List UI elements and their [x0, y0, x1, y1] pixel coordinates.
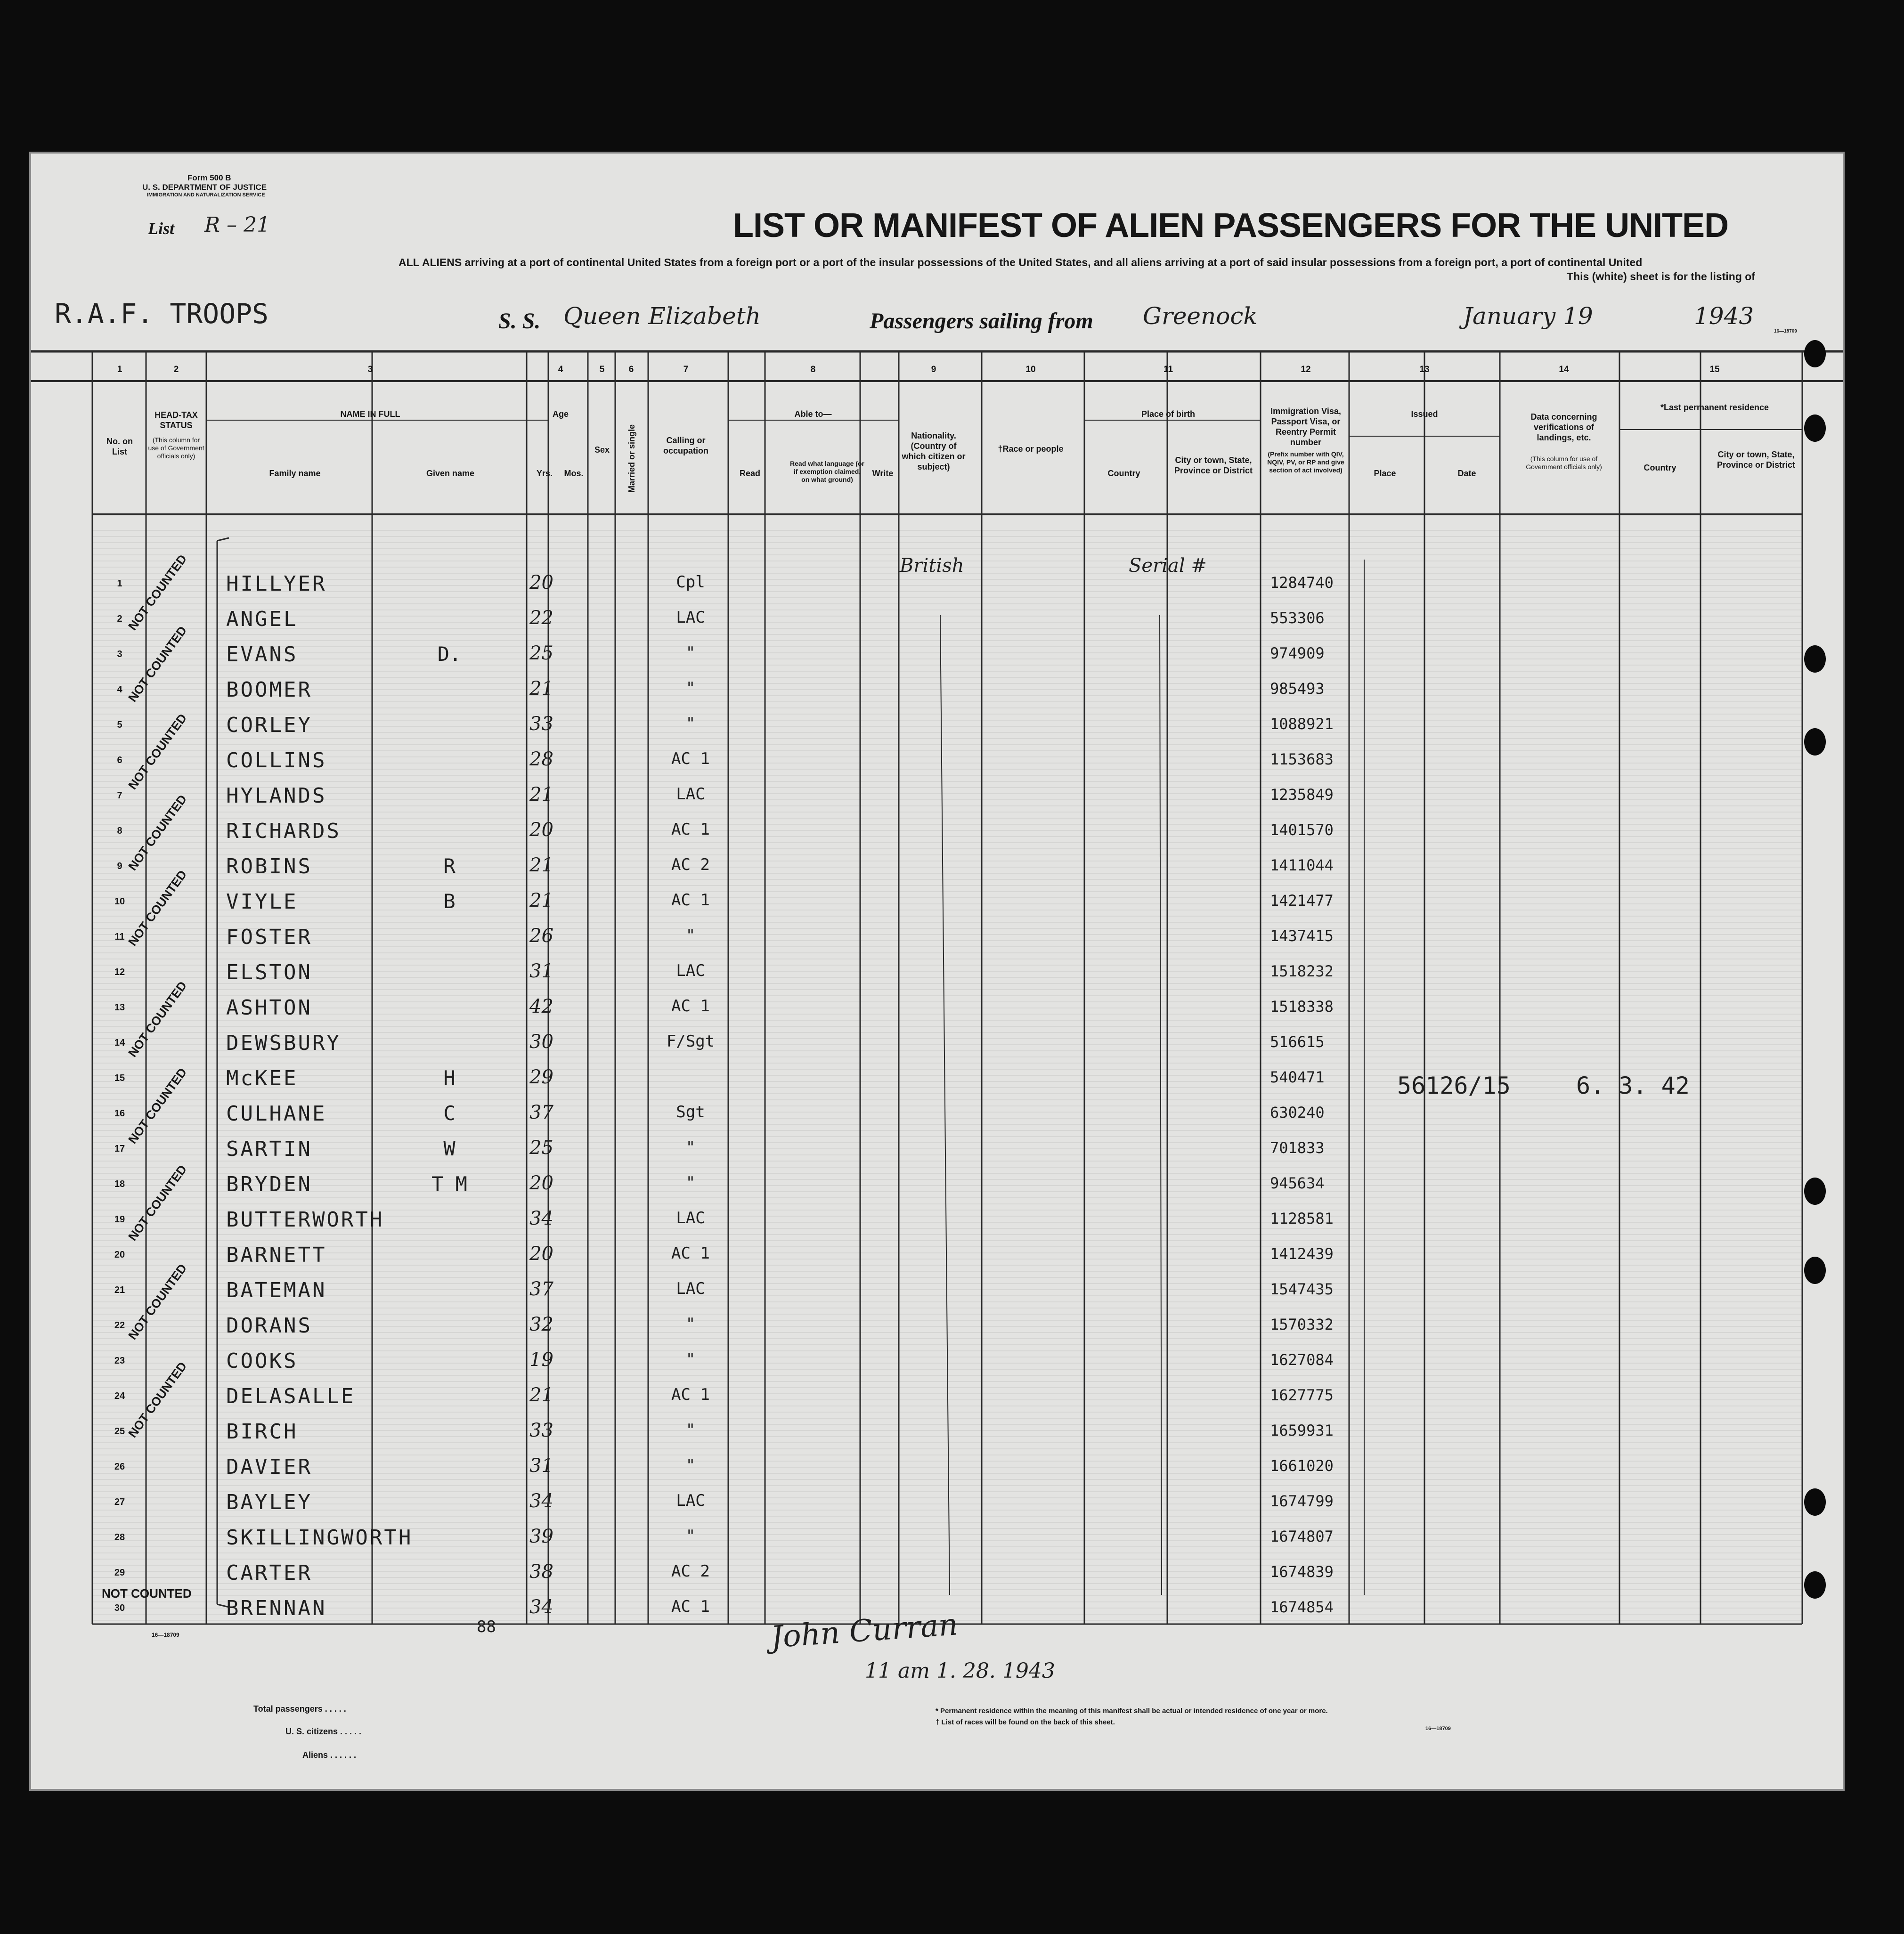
header-place-of-birth: Place of birth	[1141, 409, 1196, 419]
row-given-name: T M	[431, 1172, 467, 1195]
row-number: 19	[114, 1214, 125, 1225]
header-issued: Issued	[1411, 409, 1438, 419]
row-family-name: BAYLEY	[226, 1490, 312, 1514]
not-counted-stamp: NOT COUNTED	[125, 792, 190, 873]
header-no-on-list: No. on List	[106, 437, 133, 456]
row-occupation: AC 1	[671, 820, 710, 839]
row-occupation: "	[685, 1421, 696, 1439]
col-num-8: 8	[810, 365, 816, 374]
service-name: IMMIGRATION AND NATURALIZATION SERVICE	[147, 192, 265, 198]
header-visa-note: (Prefix number with QIV, NQIV, PV, or RP and give section of act involved)	[1267, 450, 1344, 474]
print-code-top: 16—18709	[1774, 329, 1797, 334]
row-visa-number: 701833	[1270, 1139, 1325, 1157]
row-age: 33	[529, 713, 553, 735]
row-family-name: HILLYER	[226, 572, 327, 596]
header-write: Write	[872, 469, 894, 478]
row-family-name: DORANS	[226, 1314, 312, 1338]
col-num-4: 4	[558, 365, 563, 374]
manifest-subtitle-2: This (white) sheet is for the listing of	[1567, 270, 1755, 283]
row-number: 2	[117, 614, 122, 624]
row-visa-number: 1674799	[1270, 1492, 1334, 1510]
row-age: 21	[529, 854, 553, 876]
row-family-name: HYLANDS	[226, 784, 327, 808]
row-visa-number: 1411044	[1270, 856, 1334, 874]
row-number: 17	[114, 1144, 125, 1154]
row-number: 13	[114, 1002, 125, 1013]
row-age: 20	[529, 819, 553, 841]
row-number: 28	[114, 1532, 125, 1543]
row-number: 30	[114, 1603, 125, 1613]
row-age: 32	[529, 1314, 553, 1335]
total-88: 88	[477, 1617, 496, 1636]
row-visa-number: 630240	[1270, 1104, 1325, 1121]
row-visa-number: 516615	[1270, 1033, 1325, 1051]
row-occupation: AC 1	[671, 1597, 710, 1616]
header-last-residence: *Last permanent residence	[1660, 403, 1769, 412]
not-counted-stamp: NOT COUNTED	[125, 711, 190, 792]
departure-year: 1943	[1694, 302, 1754, 330]
row-number: 4	[117, 684, 122, 695]
col-num-15: 15	[1709, 365, 1720, 374]
footer-total-passengers: Total passengers . . . . .	[253, 1704, 346, 1714]
header-race: †Race or people	[998, 444, 1064, 454]
row-age: 25	[529, 1137, 553, 1159]
col-num-3: 3	[367, 365, 373, 374]
row-visa-number: 1153683	[1270, 750, 1334, 768]
row-family-name: DAVIER	[226, 1455, 312, 1479]
row-family-name: CORLEY	[226, 713, 312, 737]
row-number: 9	[117, 861, 122, 871]
row-occupation: LAC	[676, 1209, 705, 1227]
manifest-sheet	[29, 152, 1845, 1791]
row-family-name: ANGEL	[226, 607, 298, 631]
row-occupation: AC 2	[671, 855, 710, 874]
row-occupation: LAC	[676, 1491, 705, 1510]
row-number: 20	[114, 1250, 125, 1260]
row-family-name: FOSTER	[226, 925, 312, 949]
row-visa-number: 553306	[1270, 609, 1325, 627]
header-head-tax: HEAD-TAX STATUS	[155, 410, 198, 430]
not-counted-stamp: NOT COUNTED	[125, 552, 190, 633]
row-number: 11	[114, 932, 125, 942]
row-visa-number: 945634	[1270, 1174, 1325, 1192]
row-number: 27	[114, 1497, 125, 1507]
row-occupation: AC 1	[671, 997, 710, 1016]
row-occupation: AC 2	[671, 1562, 710, 1581]
row-age: 20	[529, 1243, 553, 1265]
not-counted-stamp: NOT COUNTED	[125, 1162, 190, 1243]
row-family-name: DEWSBURY	[226, 1031, 341, 1055]
row-given-name: R	[443, 854, 456, 878]
row-occupation: LAC	[676, 961, 705, 980]
sailing-label: Passengers sailing from	[870, 309, 1093, 333]
row-given-name: W	[443, 1137, 456, 1160]
row-age: 30	[529, 1031, 553, 1053]
row-number: 10	[114, 896, 125, 907]
row-number: 29	[114, 1568, 125, 1578]
row-number: 3	[117, 649, 122, 659]
row-given-name: C	[443, 1102, 456, 1125]
row-visa-number: 1547435	[1270, 1280, 1334, 1298]
header-name-in-full: NAME IN FULL	[340, 409, 400, 419]
row-number: 14	[114, 1038, 125, 1048]
issued-date-value: 6. 3. 42	[1576, 1072, 1690, 1099]
row-age: 29	[529, 1066, 553, 1088]
signing-time-note: 11 am 1. 28. 1943	[865, 1659, 1055, 1683]
row-visa-number: 540471	[1270, 1068, 1325, 1086]
row-family-name: BRYDEN	[226, 1172, 312, 1196]
row-age: 21	[529, 784, 553, 805]
row-family-name: BUTTERWORTH	[226, 1208, 384, 1232]
row-occupation: AC 1	[671, 1385, 710, 1404]
row-number: 7	[117, 790, 122, 801]
row-number: 16	[114, 1108, 125, 1119]
row-number: 21	[114, 1285, 125, 1295]
row-age: 31	[529, 1455, 553, 1477]
row-occupation: "	[685, 1173, 696, 1192]
header-issued-date: Date	[1457, 469, 1476, 478]
col-num-7: 7	[683, 365, 689, 374]
header-given-name: Given name	[426, 469, 475, 478]
header-yrs: Yrs.	[536, 469, 553, 478]
row-occupation: "	[685, 643, 696, 662]
binder-hole	[1804, 414, 1826, 442]
departure-port: Greenock	[1143, 302, 1258, 330]
binder-hole	[1804, 1178, 1826, 1205]
row-visa-number: 1674839	[1270, 1563, 1334, 1581]
row-age: 26	[529, 925, 553, 947]
header-mos: Mos.	[564, 469, 584, 478]
row-age: 31	[529, 960, 553, 982]
row-age: 25	[529, 642, 553, 664]
row-occupation: AC 1	[671, 1244, 710, 1263]
row-occupation: F/Sgt	[666, 1032, 715, 1051]
footer-note-permanent: * Permanent residence within the meaning of this manifest shall be actual or intended residence of one year or more.	[936, 1707, 1328, 1715]
row-occupation: "	[685, 926, 696, 945]
col-num-14: 14	[1559, 365, 1569, 374]
row-age: 38	[529, 1561, 553, 1583]
binder-hole	[1804, 1257, 1826, 1284]
header-data-concerning: Data concerning verifications of landings, etc.	[1530, 412, 1597, 442]
row-occupation: "	[685, 1456, 696, 1475]
list-value: R – 21	[204, 213, 270, 237]
row-occupation: AC 1	[671, 749, 710, 768]
row-visa-number: 1674854	[1270, 1598, 1334, 1616]
col-num-13: 13	[1419, 365, 1430, 374]
row-visa-number: 1235849	[1270, 786, 1334, 804]
header-visa: Immigration Visa, Passport Visa, or Reentry Permit number	[1270, 406, 1341, 447]
row-family-name: COLLINS	[226, 748, 327, 772]
header-head-tax-note: (This column for use of Government officials only)	[148, 436, 204, 460]
row-family-name: ROBINS	[226, 854, 312, 878]
header-data-note: (This column for use of Government officials only)	[1526, 455, 1602, 471]
row-occupation: Sgt	[676, 1103, 705, 1121]
row-age: 20	[529, 572, 553, 593]
row-visa-number: 1674807	[1270, 1528, 1334, 1545]
row-family-name: BIRCH	[226, 1420, 298, 1444]
troops-note: R.A.F. TROOPS	[55, 298, 269, 330]
row-visa-number: 1401570	[1270, 821, 1334, 839]
col-num-10: 10	[1025, 365, 1036, 374]
row-family-name: BRENNAN	[226, 1596, 327, 1620]
row-age: 21	[529, 1384, 553, 1406]
row-number: 6	[117, 755, 122, 765]
not-counted-stamp: NOT COUNTED	[125, 867, 190, 949]
department-name: U. S. DEPARTMENT OF JUSTICE	[142, 183, 267, 192]
row-occupation: Cpl	[676, 573, 705, 592]
row-occupation: "	[685, 714, 696, 733]
row-family-name: SKILLINGWORTH	[226, 1526, 413, 1550]
row-age: 42	[529, 996, 553, 1017]
col-num-6: 6	[628, 365, 634, 374]
row-age: 37	[529, 1102, 553, 1123]
header-married: Married or single	[627, 424, 636, 493]
row-visa-number: 1412439	[1270, 1245, 1334, 1263]
binder-hole	[1804, 1488, 1826, 1516]
header-issued-place: Place	[1374, 469, 1396, 478]
row-family-name: CULHANE	[226, 1102, 327, 1126]
row-number: 8	[117, 826, 122, 836]
row-age: 20	[529, 1172, 553, 1194]
birth-serial-note: Serial #	[1129, 555, 1207, 577]
row-visa-number: 1570332	[1270, 1316, 1334, 1333]
row-age: 21	[529, 678, 553, 699]
officer-signature: John Curran	[769, 1607, 959, 1655]
row-family-name: BOOMER	[226, 678, 312, 702]
row-family-name: ELSTON	[226, 960, 312, 984]
row-number: 25	[114, 1426, 125, 1437]
header-family-name: Family name	[269, 469, 321, 478]
row-family-name: CARTER	[226, 1561, 312, 1585]
row-age: 33	[529, 1420, 553, 1441]
row-given-name: B	[443, 890, 456, 913]
row-number: 1	[117, 578, 122, 589]
header-calling: Calling or occupation	[663, 436, 708, 455]
row-occupation: LAC	[676, 608, 705, 627]
row-age: 34	[529, 1490, 553, 1512]
row-given-name: D.	[437, 642, 462, 666]
row-number: 5	[117, 720, 122, 730]
not-counted-stamp: NOT COUNTED	[125, 1359, 190, 1440]
header-birth-country: Country	[1107, 469, 1140, 478]
row-visa-number: 974909	[1270, 644, 1325, 662]
col-num-11: 11	[1163, 365, 1173, 374]
row-visa-number: 1661020	[1270, 1457, 1334, 1475]
departure-date: January 19	[1463, 302, 1593, 330]
row-family-name: SARTIN	[226, 1137, 312, 1161]
row-visa-number: 1518338	[1270, 998, 1334, 1016]
row-visa-number: 1518232	[1270, 962, 1334, 980]
ss-label: S. S.	[498, 309, 541, 333]
row-occupation: "	[685, 1350, 696, 1369]
binder-hole	[1804, 645, 1826, 673]
row-age: 34	[529, 1208, 553, 1229]
row-family-name: BARNETT	[226, 1243, 327, 1267]
row-number: 23	[114, 1356, 125, 1366]
row-occupation: LAC	[676, 1279, 705, 1298]
not-counted-stamp: NOT COUNTED	[125, 1065, 190, 1146]
row-family-name: RICHARDS	[226, 819, 341, 843]
row-number: 12	[114, 967, 125, 977]
row-age: 37	[529, 1278, 553, 1300]
header-sex: Sex	[594, 445, 610, 455]
row-age: 19	[529, 1349, 553, 1371]
header-residence-city: City or town, State, Province or District	[1717, 450, 1796, 470]
footer-note-races: † List of races will be found on the back of this sheet.	[936, 1718, 1115, 1726]
header-read-what: Read what language (or if exemption claimed, on what ground)	[790, 460, 864, 483]
row-family-name: ASHTON	[226, 996, 312, 1020]
row-visa-number: 1627084	[1270, 1351, 1334, 1369]
not-counted-stamp: NOT COUNTED	[125, 978, 190, 1060]
col-num-1: 1	[117, 365, 122, 374]
header-able-to: Able to—	[794, 409, 832, 419]
row-family-name: McKEE	[226, 1066, 298, 1090]
row-family-name: EVANS	[226, 642, 298, 666]
footer-aliens: Aliens . . . . . .	[302, 1750, 357, 1760]
header-nationality: Nationality. (Country of which citizen or subject)	[902, 431, 966, 471]
row-number: 26	[114, 1462, 125, 1472]
row-age: 39	[529, 1526, 553, 1547]
col-num-5: 5	[599, 365, 605, 374]
us-citizens-label: U. S. citizens	[285, 1727, 338, 1736]
col-num-12: 12	[1301, 365, 1311, 374]
aliens-label: Aliens	[302, 1750, 328, 1760]
row-visa-number: 1627775	[1270, 1386, 1334, 1404]
header-age: Age	[552, 409, 569, 419]
row-visa-number: 985493	[1270, 680, 1325, 698]
row-occupation: "	[685, 1315, 696, 1333]
row-occupation: "	[685, 1138, 696, 1157]
header-read: Read	[739, 469, 761, 478]
binder-hole	[1804, 728, 1826, 756]
row-occupation: "	[685, 1527, 696, 1545]
manifest-title: LIST OR MANIFEST OF ALIEN PASSENGERS FOR THE UNITED	[733, 207, 1729, 244]
list-label: List	[148, 219, 175, 238]
total-passengers-label: Total passengers	[253, 1704, 323, 1714]
issued-place-value: 56126/15	[1397, 1072, 1511, 1099]
not-counted-stamp: NOT COUNTED	[125, 623, 190, 705]
row-family-name: DELASALLE	[226, 1384, 356, 1408]
row-number: 18	[114, 1179, 125, 1189]
row-visa-number: 1088921	[1270, 715, 1334, 733]
not-counted-stamp: NOT COUNTED	[102, 1586, 192, 1601]
row-visa-number: 1437415	[1270, 927, 1334, 945]
row-family-name: COOKS	[226, 1349, 298, 1373]
header-birth-city: City or town, State, Province or District	[1174, 455, 1253, 475]
row-visa-number: 1128581	[1270, 1210, 1334, 1227]
row-age: 34	[529, 1596, 553, 1618]
row-age: 22	[529, 607, 553, 629]
col-num-9: 9	[931, 365, 936, 374]
row-number: 15	[114, 1073, 125, 1083]
row-number: 22	[114, 1320, 125, 1331]
row-visa-number: 1284740	[1270, 574, 1334, 592]
row-family-name: BATEMAN	[226, 1278, 327, 1302]
row-given-name: H	[443, 1066, 456, 1089]
footer-us-citizens: U. S. citizens . . . . .	[285, 1727, 362, 1736]
row-occupation: LAC	[676, 785, 705, 804]
nationality-british: British	[900, 555, 964, 577]
col-num-2: 2	[173, 365, 179, 374]
bottom-code: 16—18709	[152, 1632, 179, 1638]
ship-name: Queen Elizabeth	[563, 302, 761, 330]
not-counted-stamp: NOT COUNTED	[125, 1261, 190, 1342]
row-number: 24	[114, 1391, 125, 1401]
binder-hole	[1804, 1571, 1826, 1599]
form-number: Form 500 B	[187, 173, 231, 182]
footer-code: 16—18709	[1425, 1726, 1451, 1731]
row-age: 21	[529, 890, 553, 911]
row-age: 28	[529, 748, 553, 770]
row-occupation: "	[685, 679, 696, 698]
header-residence-country: Country	[1644, 463, 1676, 472]
row-family-name: VIYLE	[226, 890, 298, 914]
binder-hole	[1804, 340, 1826, 367]
row-occupation: AC 1	[671, 891, 710, 910]
manifest-subtitle-1: ALL ALIENS arriving at a port of continental United States from a foreign port or a port of the insular possessions of the United States, and all aliens arriving at a port of said insular possessions from a foreign port, a port of continental United	[399, 256, 1643, 268]
row-visa-number: 1659931	[1270, 1422, 1334, 1439]
row-visa-number: 1421477	[1270, 892, 1334, 910]
